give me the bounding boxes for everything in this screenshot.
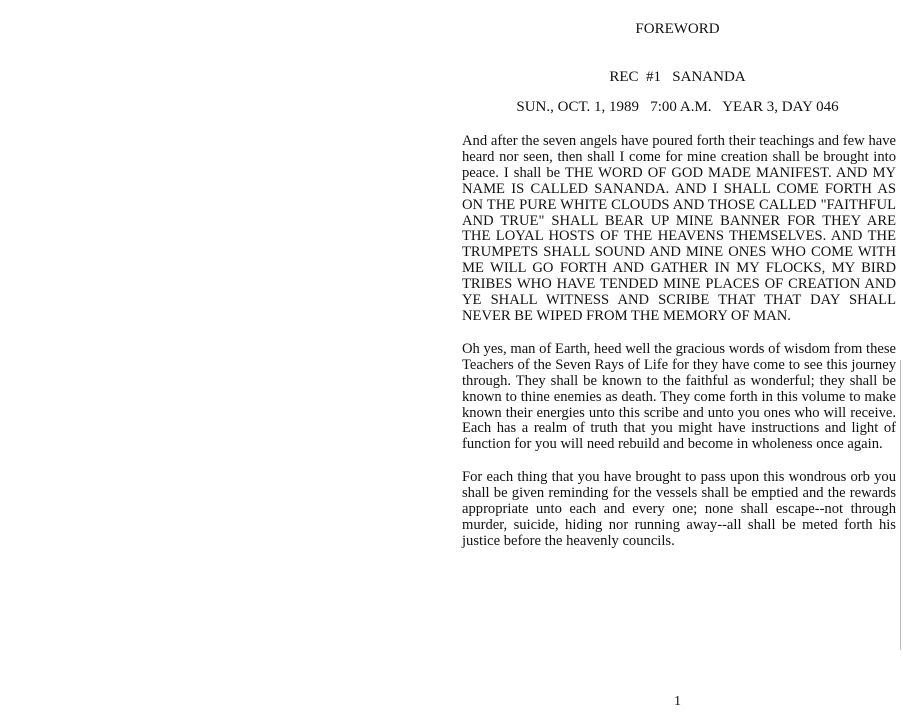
record-date: SUN., OCT. 1, 1989 7:00 A.M. YEAR 3, DAY 046 — [516, 99, 839, 115]
page-number: 1 — [674, 694, 681, 709]
paragraph-2: Oh yes, man of Earth, heed well the gracious words of wisdom from these Teachers of the Seven Rays of Life for they have come to see this journey through. They shall be known to the faithful as wonderful; they shall be known to thine enemies as death. They come forth in this volume to make known their energies unto this scribe and unto you ones who will receive. Each has a realm of truth that you might have instructions and light of function for you will need rebuild and become in wholeness once again. — [462, 340, 896, 453]
paragraph-3: For each thing that you have brought to pass upon this wondrous orb you shall be given reminding for the vessels shall be emptied and the rewards appropriate unto each and every one; none shall escape--not through murder, suicide, hiding nor running away--all shall be meted forth his justice before the heavenly councils. — [462, 469, 896, 549]
book-page — [452, 0, 903, 726]
body-text — [462, 134, 896, 567]
foreword-heading: FOREWORD — [635, 21, 720, 37]
record-title: REC #1 SANANDA — [609, 69, 746, 85]
page-edge-divider — [900, 360, 901, 650]
paragraph-1: And after the seven angels have poured forth their teachings and few have heard nor seen, then shall I come for mine creation shall be brought into peace. I shall be THE WORD OF GOD MADE MANIFEST. AND MY NAME IS CALLED SANANDA. AND I SHALL COME FORTH AS ON THE PURE WHITE CLOUDS AND THOSE CALLED "FAITHFUL AND TRUE" SHALL BEAR UP MINE BANNER FOR THEY ARE THE LOYAL HOSTS OF THE HEAVENS THEMSELVES. AND THE TRUMPETS SHALL SOUND AND MINE ONES WHO COME WITH ME WILL GO FORTH AND GATHER IN MY FLOCKS, MY BIRD TRIBES WHO HAVE TENDED MINE PLACES OF CREATION AND YE SHALL WITNESS AND SCRIBE THAT THAT DAY SHALL NEVER BE WIPED FROM THE MEMORY OF MAN. — [462, 133, 896, 324]
